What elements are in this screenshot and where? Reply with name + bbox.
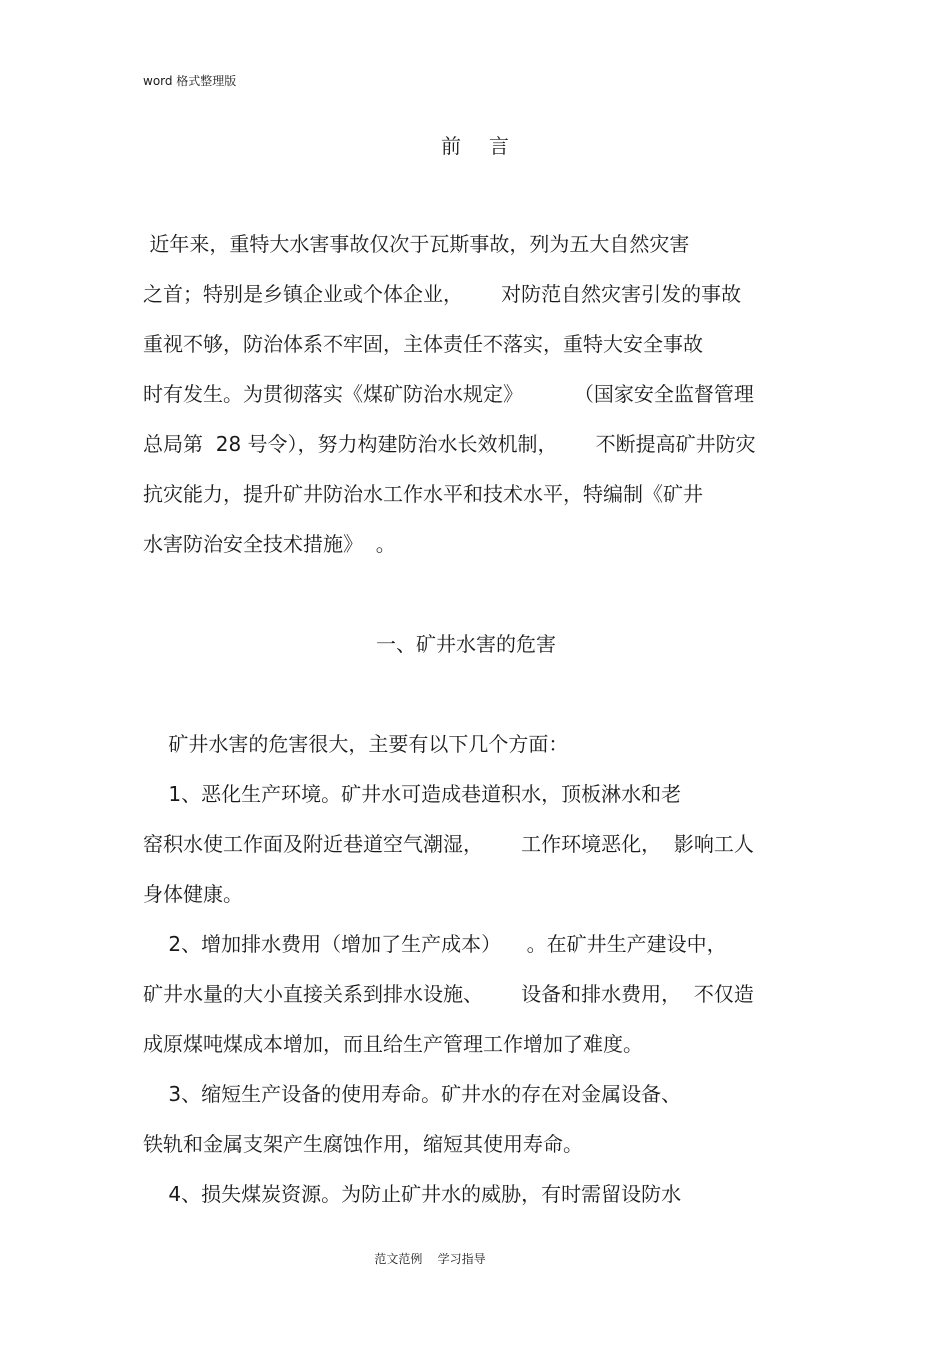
page-title: 前言 <box>441 134 537 158</box>
section-title: 一、矿井水害的危害 <box>376 632 556 656</box>
body-line: 铁轨和金属支架产生腐蚀作用，缩短其使用寿命。 <box>143 1132 583 1156</box>
preface-line: 总局第 28 号令），努力构建防治水长效机制， 不断提高矿井防灾 <box>143 432 756 456</box>
body-line: 1、恶化生产环境。矿井水可造成巷道积水，顶板淋水和老 <box>143 782 682 806</box>
preface-line: 水害防治安全技术措施》 。 <box>143 532 396 556</box>
body-line: 矿井水害的危害很大，主要有以下几个方面： <box>143 732 569 756</box>
body-line: 2、增加排水费用（增加了生产成本） 。在矿井生产建设中， <box>143 932 727 956</box>
body-line: 3、缩短生产设备的使用寿命。矿井水的存在对金属设备、 <box>143 1082 682 1106</box>
body-line: 4、损失煤炭资源。为防止矿井水的威胁，有时需留设防水 <box>143 1182 682 1206</box>
body-line: 身体健康。 <box>143 882 243 906</box>
page-header: word 格式整理版 <box>143 74 237 88</box>
page-footer: 范文范例 学习指导 <box>374 1252 486 1266</box>
preface-line: 时有发生。为贯彻落实《煤矿防治水规定》 （国家安全监督管理 <box>143 382 754 406</box>
preface-line: 抗灾能力，提升矿井防治水工作水平和技术水平，特编制《矿井 <box>143 482 703 506</box>
body-line: 矿井水量的大小直接关系到排水设施、 设备和排水费用， 不仅造 <box>143 982 754 1006</box>
body-line: 窑积水使工作面及附近巷道空气潮湿， 工作环境恶化， 影响工人 <box>143 832 754 856</box>
preface-line: 近年来，重特大水害事故仅次于瓦斯事故，列为五大自然灾害 <box>143 232 690 256</box>
body-line: 成原煤吨煤成本增加，而且给生产管理工作增加了难度。 <box>143 1032 643 1056</box>
preface-line: 重视不够，防治体系不牢固，主体责任不落实，重特大安全事故 <box>143 332 703 356</box>
preface-line: 之首；特别是乡镇企业或个体企业， 对防范自然灾害引发的事故 <box>143 282 742 306</box>
